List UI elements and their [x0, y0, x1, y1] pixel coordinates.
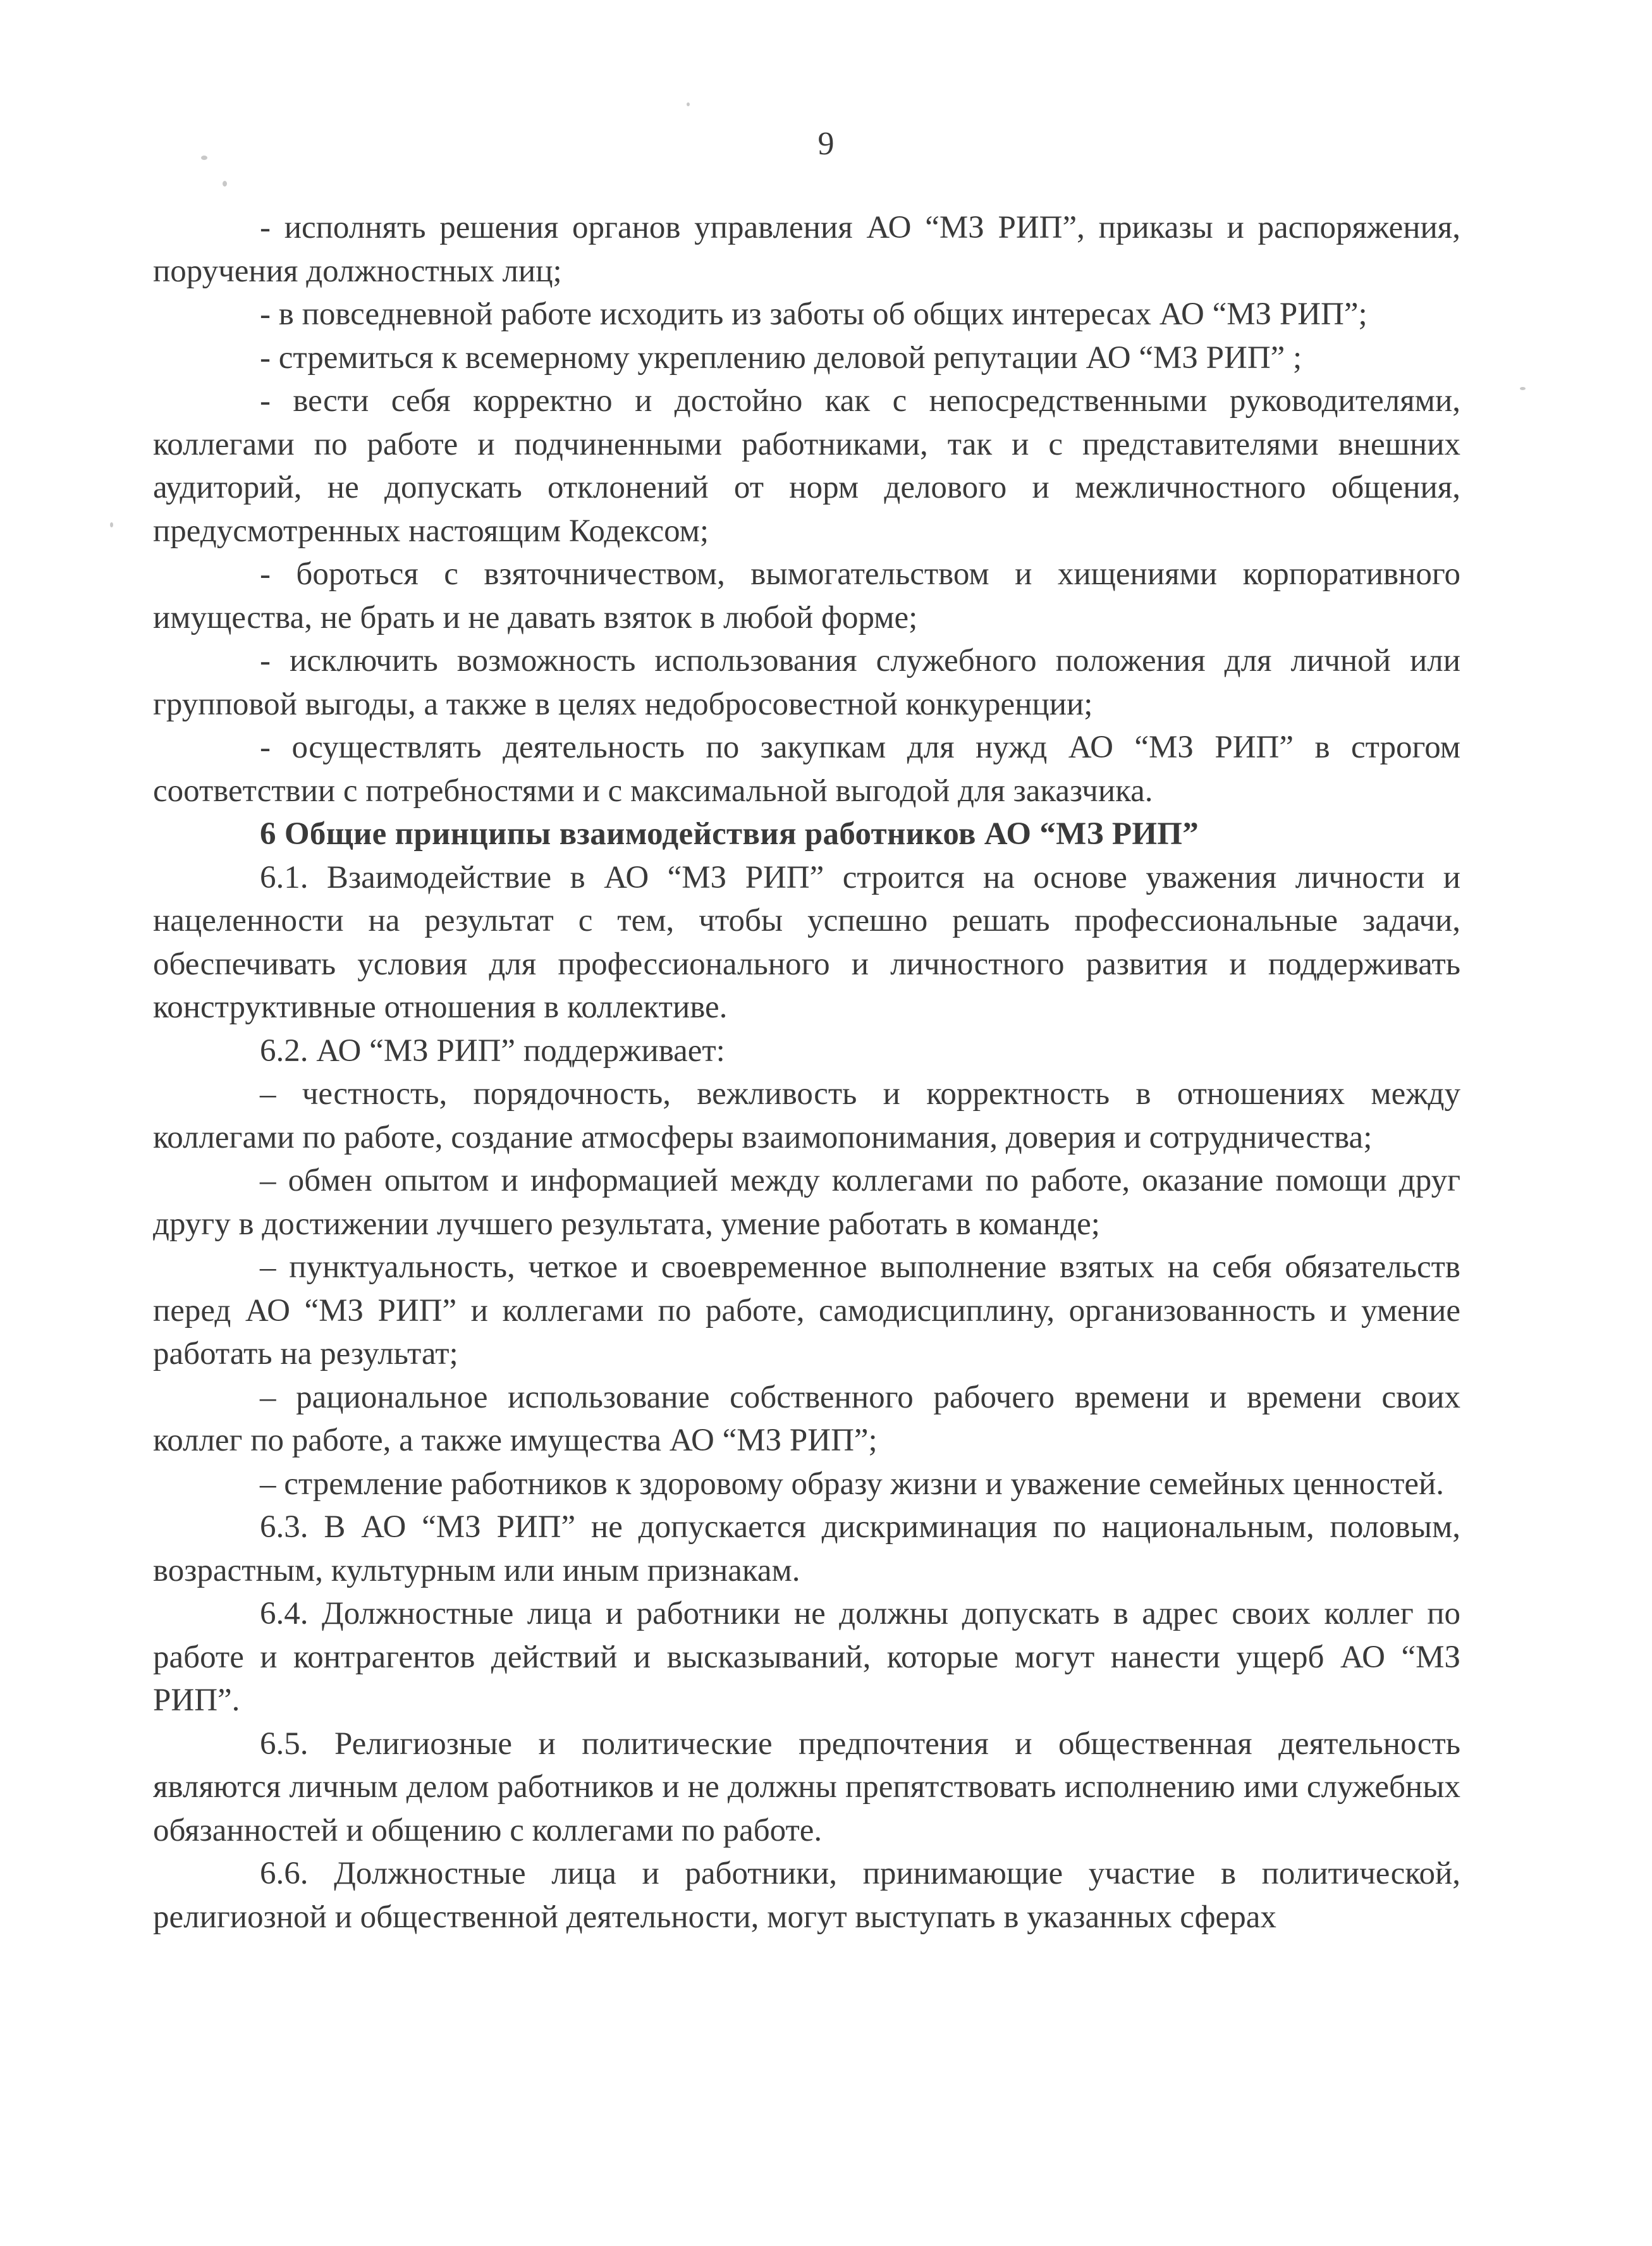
list-item: – пунктуальность, четкое и своевременное выполнение взятых на себя обязательств перед АО “МЗ РИП” и коллегами по работе, самодисциплину, организованность и умение работать на результат;	[153, 1249, 1460, 1372]
scan-speck	[1520, 387, 1526, 390]
scan-speck	[110, 522, 113, 527]
paragraph: 6.4. Должностные лица и работники не должны допускать в адрес своих коллег по работе и контрагентов действий и высказываний, которые могут нанести ущерб АО “МЗ РИП”.	[153, 1596, 1460, 1718]
list-item: - в повседневной работе исходить из заботы об общих интересах АО “МЗ РИП”;	[260, 297, 1367, 332]
list-item: - стремиться к всемерному укреплению деловой репутации АО “МЗ РИП” ;	[260, 340, 1302, 376]
list-item: - исключить возможность использования служебного положения для личной или групповой выгоды, а также в целях недобросовестной конкуренции;	[153, 643, 1460, 722]
paragraph: 6.6. Должностные лица и работники, принимающие участие в политической, религиозной и общественной деятельности, могут выступать в указанных сферах	[153, 1856, 1460, 1935]
paragraph: 6.5. Религиозные и политические предпочтения и общественная деятельность являются личным делом работников и не должны препятствовать исполнению ими служебных обязанностей и общению с коллегами по работе.	[153, 1726, 1460, 1848]
list-item: - осуществлять деятельность по закупкам для нужд АО “МЗ РИП” в строгом соответствии с потребностями и с максимальной выгодой для заказчика.	[153, 730, 1460, 809]
list-item: - вести себя корректно и достойно как с непосредственными руководителями, коллегами по работе и подчиненными работниками, так и с представителями внешних аудиторий, не допускать отклонений от норм делового и межличностного общения, предусмотренных настоящим Кодексом;	[153, 383, 1460, 549]
paragraph: 6.2. АО “МЗ РИП” поддерживает:	[260, 1033, 725, 1069]
document-body	[153, 206, 1460, 1939]
list-item: – рациональное использование собственного рабочего времени и времени своих коллег по работе, а также имущества АО “МЗ РИП”;	[153, 1379, 1460, 1458]
scan-speck	[223, 181, 227, 187]
paragraph: 6.3. В АО “МЗ РИП” не допускается дискриминация по национальным, половым, возрастным, культурным или иным признакам.	[153, 1509, 1460, 1588]
list-item: - бороться с взяточничеством, вымогательством и хищениями корпоративного имущества, не брать и не давать взяток в любой форме;	[153, 556, 1460, 635]
list-item: – честность, порядочность, вежливость и корректность в отношениях между коллегами по работе, создание атмосферы взаимопонимания, доверия и сотрудничества;	[153, 1076, 1460, 1155]
page-number: 9	[817, 126, 835, 162]
scan-speck	[687, 102, 690, 106]
list-item: – обмен опытом и информацией между коллегами по работе, оказание помощи друг другу в достижении лучшего результата, умение работать в команде;	[153, 1163, 1460, 1242]
paragraph: 6.1. Взаимодействие в АО “МЗ РИП” строится на основе уважения личности и нацеленности на результат с тем, чтобы успешно решать профессиональные задачи, обеспечивать условия для профессионального и личностного развития и поддерживать конструктивные отношения в коллективе.	[153, 859, 1460, 1025]
section-heading: 6 Общие принципы взаимодействия работников АО “МЗ РИП”	[260, 816, 1199, 852]
list-item: – стремление работников к здоровому образу жизни и уважение семейных ценностей.	[260, 1466, 1445, 1502]
list-item: - исполнять решения органов управления АО “МЗ РИП”, приказы и распоряжения, поручения должностных лиц;	[153, 210, 1460, 289]
